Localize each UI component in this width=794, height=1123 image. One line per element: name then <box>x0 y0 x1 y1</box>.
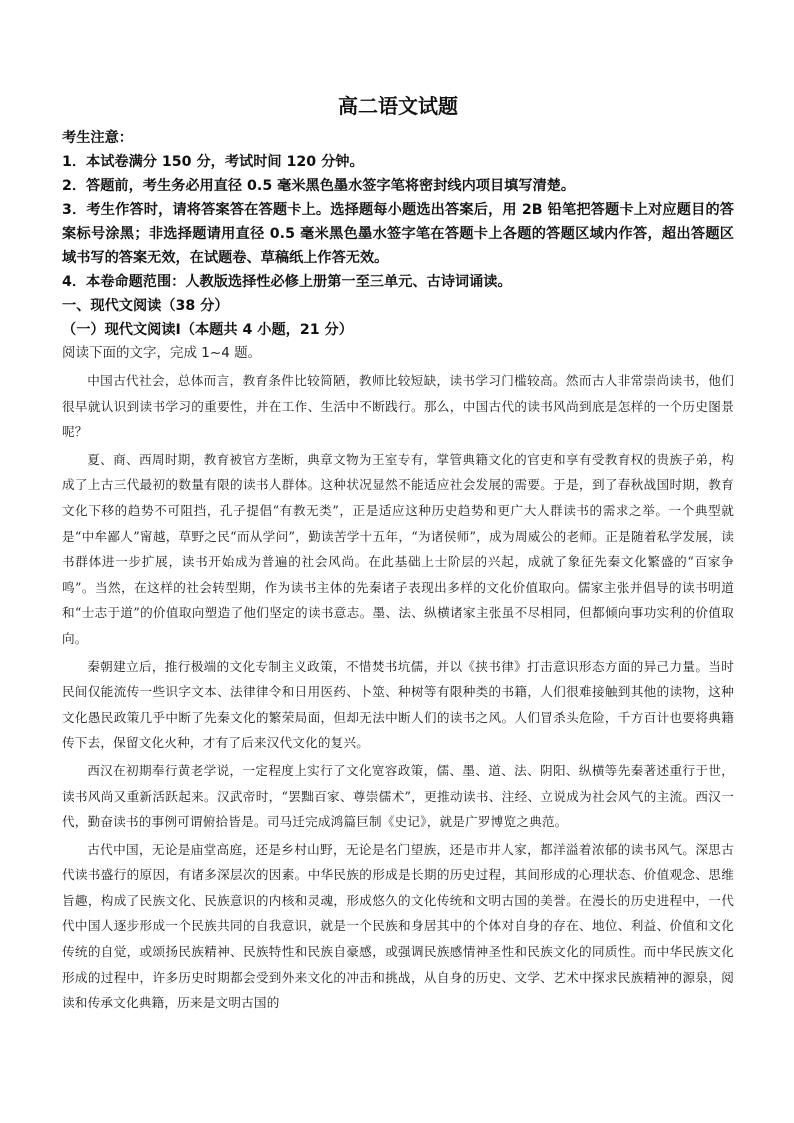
section-subheading: （一）现代文阅读Ⅰ（本题共 4 小题，21 分） <box>62 322 353 338</box>
exam-page <box>62 92 734 1018</box>
passage-paragraph-2: 夏、商、西周时期，教育被官方垄断，典章文物为王室专有，掌管典籍文化的官吏和享有受教育权的贵族子弟，构成了上古三代最初的数量有限的读书人群体。这种状况显然不能适应社会发展的需要。于是，到了春秋战国时期，教育文化下移的趋势不可阻挡，孔子提倡“有教无类”，正是适应这种历史趋势和更广大人群读书的需求之举。一个典型就是“中牟鄙人”甯越，草野之民“而从学问”，勤读苦学十五年，“为诸侯师”，成为周威公的老师。正是随着私学发展，读书群体进一步扩展，读书开始成为普遍的社会风尚。在此基础上士阶层的兴起，成就了象征先秦文化繁盛的“百家争鸣”。当然，在这样的社会转型期，作为读书主体的先秦诸子表现出多样的文化价值取向。儒家主张并倡导的读书明道和“士志于道”的价值取向塑造了他们坚定的读书意志。墨、法、纵横诸家主张虽不尽相同，但都倾向事功实利的价值取向。 <box>62 451 734 646</box>
notice-item-4: 4．本卷命题范围：人教版选择性必修上册第一至三单元、古诗词诵读。 <box>62 274 512 290</box>
passage-paragraph-1: 中国古代社会，总体而言，教育条件比较简陋，教师比较短缺，读书学习门槛较高。然而古人非常崇尚读书，他们很早就认识到读书学习的重要性，并在工作、生活中不断践行。那么，中国古代的读书风尚到底是怎样的一个历史图景呢？ <box>62 373 734 440</box>
notice-item-2: 2．答题前，考生务必用直径 0.5 毫米黑色墨水签字笔将密封线内项目填写清楚。 <box>62 178 576 194</box>
page-title: 高二语文试题 <box>338 94 458 118</box>
passage-paragraph-5: 古代中国，无论是庙堂高庭，还是乡村山野，无论是名门望族，还是市井人家，都洋溢着浓郁的读书风气。深思古代读书盛行的原因，有诸多深层次的因素。中华民族的形成是长期的历史过程，其间形成的心理状态、价值观念、思维旨趣，构成了民族文化、民族意识的内核和灵魂，形成悠久的文化传统和文明古国的美誉。在漫长的历史进程中，一代代中国人逐步形成一个民族共同的自我意识，就是一个民族和身居其中的个体对自身的存在、地位、利益、价值和文化传统的自觉，或颂扬民族精神、民族特性和民族自豪感，或强调民族感情神圣性和民族文化的同质性。而中华民族文化形成的过程中，许多历史时期都会受到外来文化的冲击和挑战，从自身的历史、文学、艺术中探求民族精神的源泉，阅读和传承文化典籍，历来是文明古国的 <box>62 841 734 1011</box>
notice-heading: 考生注意： <box>62 130 133 146</box>
notice-item-3: 3．考生作答时，请将答案答在答题卡上。选择题每小题选出答案后，用 2B 铅笔把答题卡上对应题目的答案标号涂黑；非选择题请用直径 0.5 毫米黑色墨水签字笔在答题卡上各题的答题区域内作答，超出答题区域书写的答案无效，在试题卷、草稿纸上作答无效。 <box>62 202 734 266</box>
passage-paragraph-3: 秦朝建立后，推行极端的文化专制主义政策，不惜焚书坑儒，并以《挟书律》打击意识形态方面的异己力量。当时民间仅能流传一些识字文本、法律律令和日用医药、卜筮、种树等有限种类的书籍，人们很难接触到其他的读物，这种文化愚民政策几乎中断了先秦文化的繁荣局面，但却无法中断人们的读书之风。人们冒杀头危险，千方百计也要将典籍传下去，保留文化火种，才有了后来汉代文化的复兴。 <box>62 658 734 751</box>
passage-paragraph-4: 西汉在初期奉行黄老学说，一定程度上实行了文化宽容政策，儒、墨、道、法、阴阳、纵横等先秦著述重行于世，读书风尚又重新活跃起来。汉武帝时，“罢黜百家、尊崇儒术”，更推动读书、注经、立说成为社会风气的主流。西汉一代，勤奋读书的事例可谓俯拾皆是。司马迁完成鸿篇巨制《史记》，就是广罗博览之典范。 <box>62 762 734 830</box>
section-heading: 一、现代文阅读（38 分） <box>62 298 229 314</box>
reading-instruction: 阅读下面的文字，完成 1~4 题。 <box>62 345 262 361</box>
notice-item-1: 1．本试卷满分 150 分，考试时间 120 分钟。 <box>62 154 364 170</box>
